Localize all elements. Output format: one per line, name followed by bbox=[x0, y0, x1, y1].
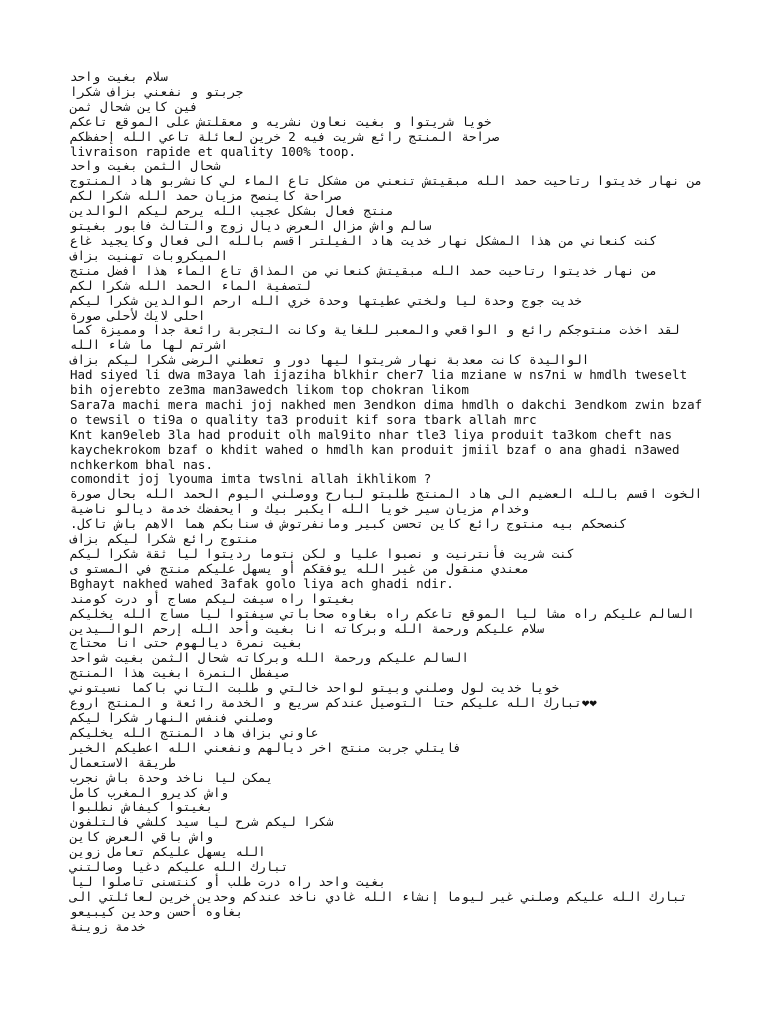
text-line: جربتو و نفعني بزاف شكرا bbox=[70, 83, 244, 99]
text-line: سلام عليكم ورحمة الله وبركاته انا بغيت وأحد الله إرحم الوالـيدين bbox=[70, 620, 545, 636]
text-line: عاوني بزاف هاد المنتج الله يخليكم bbox=[70, 724, 319, 740]
text-line: تبارك الله عليكم وصلني غير ليوما إنشاء الله غادي ناخد عندكم وحدين خرين لعائلتي الى بغاوه أحسن وحدين كيبيعو bbox=[62, 888, 688, 919]
text-line: Had siyed li dwa m3aya lah ijaziha blkhir cher7 lia mziane w ns7ni w hmdlh tweselt bih ojerebto ze3ma man3awedch likom top chokran likom bbox=[70, 367, 695, 398]
text-line: شكرا ليكم شرح ليا سيد كلشي فالتلفون bbox=[70, 814, 334, 830]
text-line: من نهار خديتوا رتاحيت حمد الله مبقيتش تنعني من مشكل تاع الماء لي كانشربو هاد المنتوج صراحة كاينصح مزيان حمد الله شكرا لكم bbox=[62, 173, 710, 204]
text-line: واش كديرو المغرب كامل bbox=[70, 784, 229, 800]
text-line: بغيت نمرة ديالهوم حتى انا محتاج bbox=[70, 635, 304, 651]
text-line: كنصحكم بيه منتوج رائع كاين تحسن كبير ومانفرتوش ف سنابكم هما الاهم باش تاكل. bbox=[70, 516, 627, 532]
text-line: السالم عليكم راه مشا ليا الموقع تاعكم راه بغاوه صحاباتي سيفتوا ليا مساج الله يخليكم bbox=[70, 605, 703, 621]
text-line: الواليدة كانت معدبة نهار شريتوا ليها دور و تعطني الرضى شكرا ليكم بزاف bbox=[70, 352, 590, 368]
text-line: ❤❤تبارك الله عليكم حتا التوصيل عندكم سريع و الخدمة رائعة و المنتج اروع bbox=[70, 695, 597, 711]
text-line: comondit joj lyouma imta twslni allah ikhlikom ? bbox=[70, 471, 432, 487]
text-line: وصلني فنفس النهار شكرا ليكم bbox=[70, 709, 274, 725]
text-line: فين كاين شحال ثمن bbox=[70, 98, 198, 114]
text-line: livraison rapide et quality 100% toop. bbox=[70, 143, 356, 159]
text-line: بغيت واحد راه درت طلب أو كنتسنى تاصلوا ليا bbox=[70, 873, 394, 889]
text-line: خويا شريتوا و بغيت نعاون نشريه و معقلتش على الموقع تاعكم bbox=[70, 113, 492, 129]
text-line: من نهار خديتوا رتاحيت حمد الله مبقيتش كنعاني من المذاق تاع الماء هذا افضل منتج لتصفية الماء الحمد الله شكرا لكم bbox=[62, 262, 665, 293]
text-line: خديت جوج وحدة ليا ولختي عطيتها وحدة خري الله ارحم الوالدين شكرا ليكم bbox=[70, 292, 582, 308]
text-line: السالم عليكم ورحمة الله وبركاته شحال الثمن بغيت شواحد bbox=[70, 650, 469, 666]
text-line: سالم واش مزال العرض ديال زوج والتالث فابور بغيتو bbox=[70, 218, 432, 234]
text-line: بغيتوا راه سيفت ليكم مساج أو درت كومند bbox=[70, 590, 356, 606]
text-line: خدمة زوينة bbox=[70, 918, 146, 934]
text-line: يمكن ليا ناخد وحدة باش نجرب bbox=[70, 769, 274, 785]
text-line: فايتلي جربت منتج اخر ديالهم ونفعني الله اعطيكم الخير bbox=[70, 739, 462, 755]
text-line: احلى لايك لأحلى صورة bbox=[70, 307, 206, 323]
text-line: Knt kan9eleb 3la had produit olh mal9ito nhar tle3 liya produit ta3kom cheft nas kaychekrokom bzaf o khdit wahed o hmdlh kan produit jmiil bzaf o ana ghadi n3awed nchkerkom bhal nas. bbox=[70, 426, 688, 472]
text-line: صيفطل النمرة ابغيت هذا المنتج bbox=[70, 665, 289, 681]
text-line: واش باقي العرض كاين bbox=[70, 829, 213, 845]
comments-document bbox=[62, 69, 710, 935]
text-line: صراحة المنتج رائع شريت فيه 2 خرين لعائلة تاعي الله إحفظكم bbox=[70, 128, 499, 144]
text-line: Sara7a machi mera machi joj nakhed men 3endkon dima hmdlh o dakchi 3endkom zwin bzaf o tewsil o ti9a o quality ta3 produit kif sora tbark allah mrc bbox=[70, 396, 710, 427]
text-line: تبارك الله عليكم دغيا وصالتني bbox=[70, 859, 289, 875]
text-line: كنت كنعاني من هذا المشكل نهار خديت هاد الفيلتر اقسم بالله الى فعال وكايجيد غاع الميكروبات تهنيت بزاف bbox=[62, 232, 665, 263]
text-line: معندي منقول من غير الله يوفقكم أو يسهل عليكم منتج في المستو ى bbox=[70, 560, 530, 576]
text-line: خويا خديت لول وصلني وبيتو لواحد خالتي و طلبت التاني باكما نسيتوني bbox=[70, 680, 560, 696]
text-line: منتوج رائع شكرا ليكم بزاف bbox=[70, 531, 259, 547]
text-line: الله يسهل عليكم تعامل زوين bbox=[70, 844, 266, 860]
text-line: منتج فعال بشكل عجيب الله يرحم ليكم الوالدين bbox=[70, 203, 394, 219]
text-line: لقد اخذت منتوجكم رائع و الواقعي والمعبر للغاية وكانت التجربة رائعة جدا ومميزة كما اشرتم لها ما شاء الله bbox=[62, 322, 688, 353]
text-line: كنت شريت فأنترنيت و نصبوا عليا و لكن نتوما رديتوا ليا ثقة شكرا ليكم bbox=[70, 546, 575, 561]
text-line: بغيتوا كيفاش نطلبوا bbox=[70, 799, 213, 815]
text-line: شحال الثمن بغيت واحد bbox=[70, 158, 221, 174]
text-line: طريقة الاستعمال bbox=[70, 754, 176, 770]
text-line: الخوت اقسم بالله العضيم الى هاد المنتج طلبتو لبارح ووصلني اليوم الحمد الله بحال صورة وخدام مزيان سير خويا الله ايكبر بيك و ايحفضك خدمة ديالو ناضية bbox=[62, 486, 710, 517]
text-line: Bghayt nakhed wahed 3afak golo liya ach ghadi ndir. bbox=[70, 575, 454, 591]
text-line: سلام بغيت واحد bbox=[70, 69, 168, 84]
